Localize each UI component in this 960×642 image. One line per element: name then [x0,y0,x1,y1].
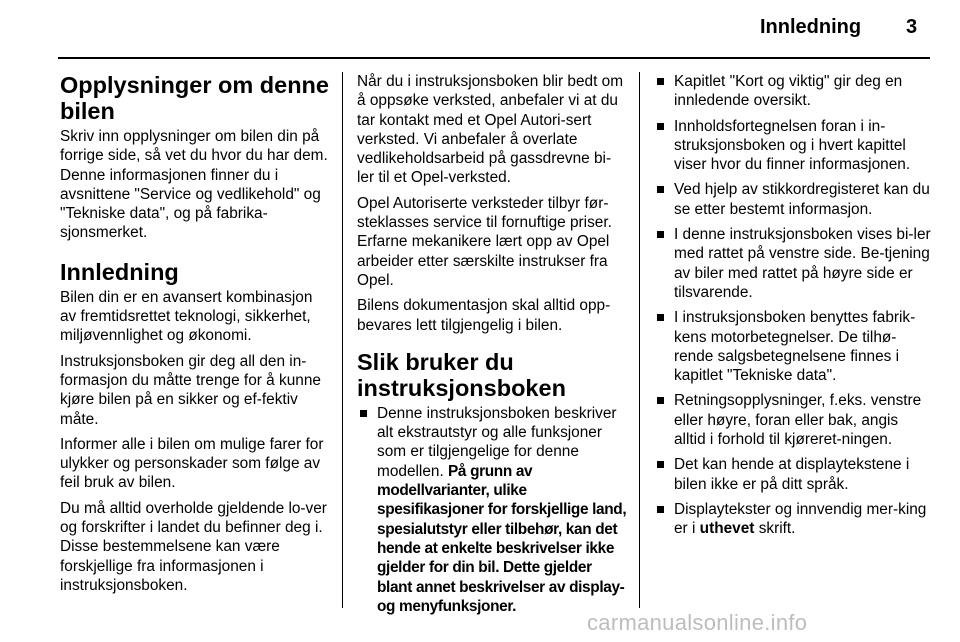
section-heading-introduction: Innledning [60,258,179,285]
bold-word: uthevet [699,520,755,538]
list-item [654,180,932,219]
list-item [357,404,627,616]
bullet-square-icon [657,123,664,130]
bullet-square-icon [657,461,664,468]
bullet-text: Innholdsfortegnelsen foran i in-struksjonsboken og i hvert kapittel viser hvor du finner informasjonen. [674,117,911,174]
column-divider-2 [639,72,640,608]
bullet-text: Retningsopplysninger, f.eks. venstre eller høyre, foran eller bak, angis alltid i forhold til kjøreret-ningen. [674,392,922,449]
bullet-list [357,404,627,616]
bullet-square-icon [657,397,664,404]
bullet-square-icon [657,314,664,321]
bullet-square-icon [657,506,664,513]
section-heading-vehicle-info: Opplysninger om denne bilen [60,72,329,124]
bullet-text: I denne instruksjonsboken vises bi-ler med rattet på venstre side. Be-tjening av biler med rattet på høyre side er tilsvarende. [674,226,931,301]
running-header-title: Innledning [760,16,862,38]
bullet-text: Kapitlet "Kort og viktig" gir deg en innledende oversikt. [674,73,903,110]
bullet-text: Denne instruksjonsboken beskriver alt ekstrautstyr og alle funksjoner som er tilgjengelige for denne modellen. [377,404,617,480]
bullet-text: I instruksjonsboken benyttes fabrik-kens motorbetegnelser. De tilhø-rende salgsbetegnelsene finnes i kapitlet "Tekniske data". [674,309,916,385]
paragraph: Bilens dokumentasjon skal alltid opp-bevares lett tilgjengelig i bilen. [357,297,611,334]
bullet-text: Displaytekster og innvendig mer-king er i [674,500,927,538]
list-item [654,308,932,385]
middle-column [357,72,627,622]
bullet-square-icon [657,231,664,238]
paragraph: Opel Autoriserte verksteder tilbyr før-steklasses service til fornuftige priser. Erfarne mekanikere lært opp av Opel arbeider etter særskilte instrukser fra Opel. [357,194,612,289]
paragraph: Når du i instruksjonsboken blir bedt om å oppsøke verksted, anbefaler vi at du tar kontakt med et Opel Autori-sert verksted. Vi anbefaler å overlate vedlikeholdsarbeid på gassdrevne bi-ler til et Opel-verksted. [357,73,624,187]
bullet-square-icon [657,78,664,85]
right-column [654,72,932,545]
header-rule [58,57,930,59]
column-divider-1 [342,72,343,608]
bullet-text: Det kan hende at displaytekstene i bilen ikke er på ditt språk. [674,456,910,493]
list-item [654,391,932,449]
list-item [654,500,932,539]
section-heading-how-to-use: Slik bruker du instruksjonsboken [357,348,566,401]
bullet-text: Ved hjelp av stikkordregisteret kan du se etter bestemt informasjon. [674,181,930,218]
paragraph: Skriv inn opplysninger om bilen din på forrige side, så vet du hvor du har dem. Denne informasjonen finner du i avsnittene "Service og vedlikehold" og "Tekniske data", og på fabrika-sjonsmerket. [60,128,328,242]
bullet-square-icon [657,186,664,193]
bullet-bold-text: På grunn av modellvarianter, ulike spesifikasjoner for forskjellige land, spesialutstyr eller tilbehør, kan det hende at enkelte beskrivelser ikke gjelder for din bil. Dette gjelder blant annet beskrivelser av display- og menyfunksjoner. [377,462,627,615]
bullet-list [654,72,932,539]
paragraph: Informer alle i bilen om mulige farer for ulykker og personskader som følge av feil bruk av bilen. [60,435,324,492]
watermark-text: carmanualsonline.info [587,610,808,635]
bullet-text: skrift. [758,520,796,538]
paragraph: Instruksjonsboken gir deg all den in-formasjon du måtte trenge for å kunne kjøre bilen på en sikker og ef-fektiv måte. [60,352,321,428]
paragraph: Du må alltid overholde gjeldende lo-ver og forskrifter i landet du befinner deg i. Disse bestemmelsene kan være forskjellige fra informasjonen i instruksjonsboken. [60,499,327,594]
list-item [654,117,932,175]
left-column [60,72,330,601]
list-item [654,455,932,494]
paragraph: Bilen din er en avansert kombinasjon av fremtidsrettet teknologi, sikkerhet, miljøvennlighet og økonomi. [60,288,313,345]
bullet-square-icon [360,410,367,417]
page-number: 3 [906,16,918,38]
list-item [654,72,932,111]
list-item [654,225,932,302]
